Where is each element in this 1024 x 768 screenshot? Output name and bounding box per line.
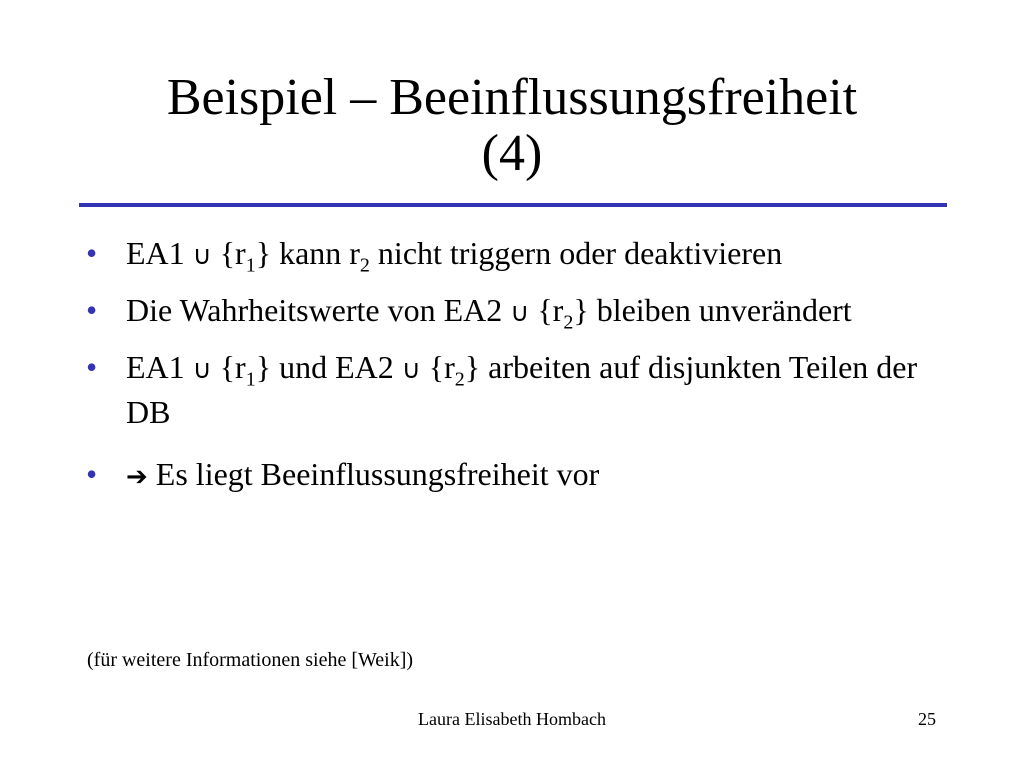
text-segment: EA1 xyxy=(126,349,193,385)
text-segment: } arbeiten auf disjunkten Teilen der DB xyxy=(126,349,918,430)
union-symbol: ∪ xyxy=(510,298,530,328)
text-segment: {r xyxy=(529,292,564,328)
union-symbol: ∪ xyxy=(192,355,212,385)
subscript: 2 xyxy=(359,254,370,277)
union-symbol: ∪ xyxy=(192,241,212,271)
subscript: 1 xyxy=(245,368,256,391)
subscript: 2 xyxy=(454,368,465,391)
union-symbol: ∪ xyxy=(401,355,421,385)
page-number: 25 xyxy=(918,709,936,729)
bullet-marker: • xyxy=(86,235,98,271)
subscript: 1 xyxy=(245,254,256,277)
bullet-text xyxy=(126,235,783,277)
text-segment: } und EA2 xyxy=(255,349,402,385)
bullet-text xyxy=(126,292,852,334)
text-segment: EA1 xyxy=(126,235,193,271)
text-segment: } bleiben unverändert xyxy=(573,292,852,328)
footer-author: Laura Elisabeth Hombach xyxy=(418,709,606,729)
bullet-item-1 xyxy=(86,232,966,277)
text-segment: nicht triggern oder deaktivieren xyxy=(369,235,783,271)
text-segment: {r xyxy=(211,235,246,271)
text-segment: {r xyxy=(420,349,455,385)
bullet-list xyxy=(86,232,966,498)
reference-note: (für weitere Informationen siehe [Weik]) xyxy=(87,649,414,671)
bullet-marker: • xyxy=(86,456,98,492)
bullet-marker: • xyxy=(86,292,98,328)
bullet-item-4 xyxy=(86,453,966,498)
text-segment: {r xyxy=(211,349,246,385)
title-divider xyxy=(79,203,947,207)
title-line-1: Beispiel – Beeinflussungsfreiheit xyxy=(166,69,858,126)
text-segment: Es liegt Beeinflussungsfreiheit vor xyxy=(147,456,600,492)
slide-title xyxy=(60,70,964,182)
bullet-item-3 xyxy=(86,346,966,433)
arrow-right-icon: ➔ xyxy=(126,462,148,492)
text-segment: Die Wahrheitswerte von EA2 xyxy=(126,292,511,328)
bullet-marker: • xyxy=(86,349,98,385)
subscript: 2 xyxy=(563,311,574,334)
bullet-text xyxy=(126,456,599,492)
bullet-item-2 xyxy=(86,289,966,334)
text-segment: } kann r xyxy=(255,235,360,271)
title-line-2: (4) xyxy=(481,125,543,182)
bullet-text xyxy=(126,349,917,430)
